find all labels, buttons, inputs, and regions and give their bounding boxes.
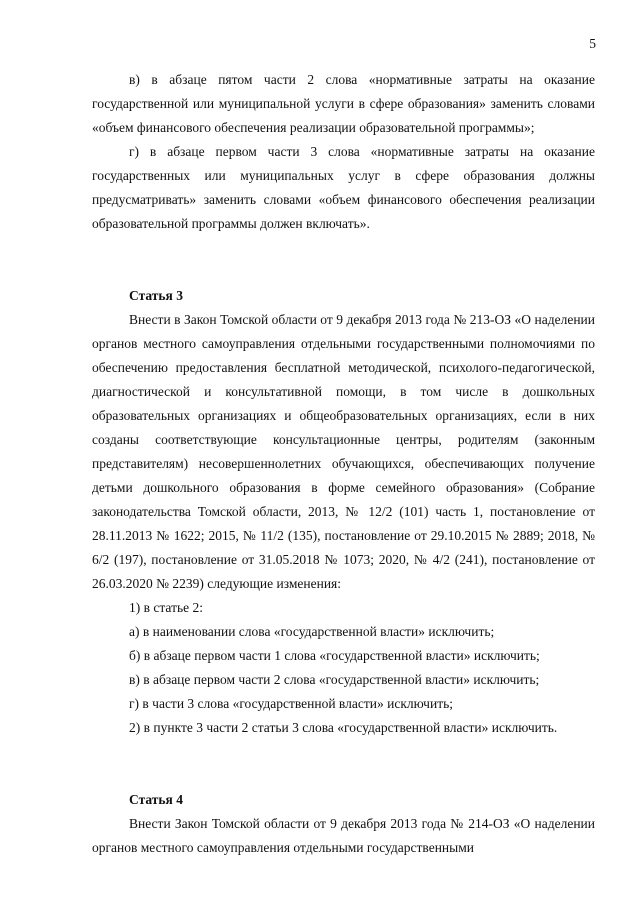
article-4-intro: Внести Закон Томской области от 9 декабря 2013 года № 214-ОЗ «О наделении органов местного самоуправления отдельными государственными (92, 816, 595, 855)
article-3-item-1v: в) в абзаце первом части 2 слова «государственной власти» исключить; (129, 672, 540, 687)
article-3-item-1b: б) в абзаце первом части 1 слова «государственной власти» исключить; (129, 648, 540, 663)
article-3-item-1a: а) в наименовании слова «государственной власти» исключить; (129, 624, 495, 639)
article-3-item-2: 2) в пункте 3 части 2 статьи 3 слова «государственной власти» исключить. (129, 720, 558, 735)
paragraph-v: в) в абзаце пятом части 2 слова «нормативные затраты на оказание государственной или муниципальной услуги в сфере образования» заменить словами «объем финансового обеспечения реализации образовательной программы»; (92, 72, 595, 135)
article-3-heading: Статья 3 (129, 288, 183, 303)
article-4-heading: Статья 4 (129, 792, 183, 807)
document-body (92, 68, 595, 860)
article-3-intro: Внести в Закон Томской области от 9 декабря 2013 года № 213-ОЗ «О наделении органов местного самоуправления отдельными государственными полномочиями по обеспечению предоставления бесплатной методической, психолого-педагогической, диагностической и консультативной помощи, в том числе в дошкольных образовательных организациях и общеобразовательных организациях, если в них созданы соответствующие консультационные центры, родителям (законным представителям) несовершеннолетних обучающихся, обеспечивающих получение детьми дошкольного образования в форме семейного образования» (Собрание законодательства Томской области, 2013, № 12/2 (101) часть 1, постановление от 28.11.2013 № 1622; 2015, № 11/2 (135), постановление от 29.10.2015 № 2889; 2018, № 6/2 (197), постановление от 31.05.2018 № 1073; 2020, № 4/2 (241), постановление от 26.03.2020 № 2239) следующие изменения: (92, 312, 595, 591)
page-number: 5 (589, 36, 596, 51)
paragraph-g: г) в абзаце первом части 3 слова «нормативные затраты на оказание государственных или муниципальных услуг в сфере образования должны предусматривать» заменить словами «объем финансового обеспечения реализации образовательной программы должен включать». (92, 144, 595, 231)
article-3-item-1: 1) в статье 2: (129, 600, 203, 615)
article-3-item-1g: г) в части 3 слова «государственной власти» исключить; (129, 696, 454, 711)
